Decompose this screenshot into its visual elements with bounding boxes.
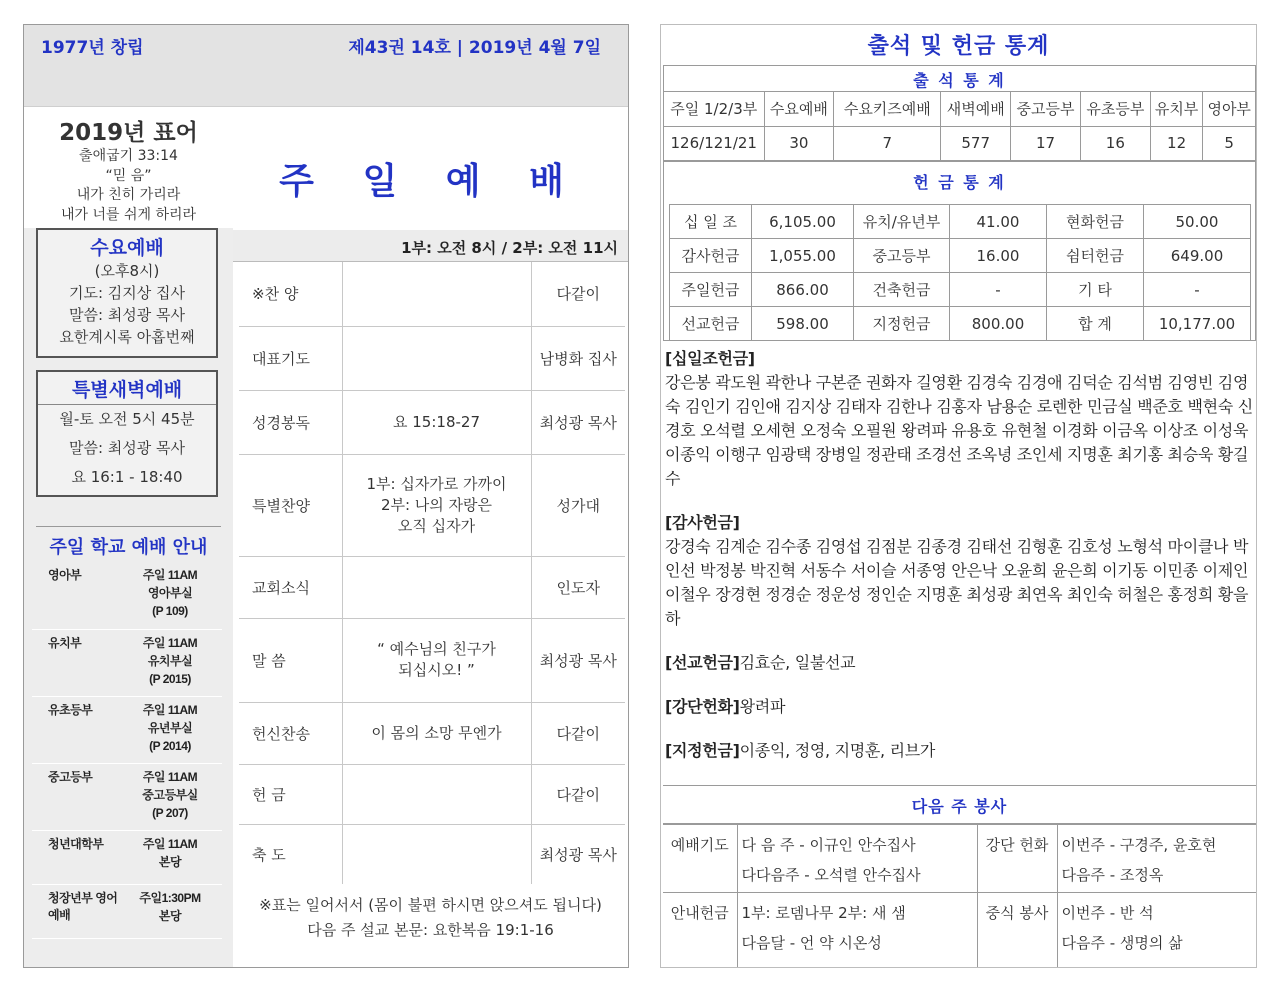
table-row <box>32 696 222 763</box>
order-table <box>239 262 625 884</box>
founded-year: 1977년 창립 <box>41 38 144 58</box>
offering-cell: 선교헌금 <box>670 307 752 341</box>
meal-next: 다음주 - 생명의 삶 <box>1061 934 1183 952</box>
table-row <box>239 824 625 884</box>
prayer-next: 다 음 주 - 이규인 안수집사 <box>741 836 916 854</box>
service-value <box>737 893 977 967</box>
wednesday-sermon: 말씀: 최성광 목사 <box>68 306 186 324</box>
order-person: 최성광 목사 <box>531 618 625 702</box>
offering-cell: 건축헌금 <box>854 273 950 307</box>
table-row <box>239 262 625 326</box>
dawn-sermon: 말씀: 최성광 목사 <box>68 439 186 457</box>
wednesday-service-box <box>36 228 218 358</box>
order-content: 요 15:18-27 <box>342 390 531 454</box>
table-row <box>32 562 222 629</box>
offering-cell: 중고등부 <box>854 239 950 273</box>
usher-this: 1부: 로뎀나무 2부: 새 샘 <box>741 904 906 922</box>
wednesday-prayer: 기도: 김지상 집사 <box>68 284 186 302</box>
table-row <box>670 273 1251 307</box>
offering-cell: 598.00 <box>752 307 854 341</box>
order-item: 특별찬양 <box>239 454 342 556</box>
header-band <box>24 25 628 107</box>
order-item: 축 도 <box>239 824 342 884</box>
prayer-after: 다다음주 - 오석렬 안수집사 <box>741 866 921 884</box>
service-times: 1부: 오전 8시 / 2부: 오전 11시 <box>401 239 618 257</box>
dept-name: 청장년부 영어예배 <box>32 884 118 938</box>
offering-cell: 기 타 <box>1047 273 1144 307</box>
order-content <box>342 556 531 618</box>
attendance-header: 영아부 <box>1203 92 1255 126</box>
attendance-header: 유초등부 <box>1080 92 1150 126</box>
motto-title: 2019년 표어 <box>59 120 198 146</box>
order-item: 성경봉독 <box>239 390 342 454</box>
motto-box <box>24 108 233 228</box>
order-item: 말 씀 <box>239 618 342 702</box>
attendance-table <box>664 92 1255 160</box>
offering-cell: 유치/유년부 <box>854 205 950 239</box>
thanks-names: 강경숙 김계순 김수종 김영섭 김점분 김종경 김태선 김형훈 김호성 노형석 마이클나 박인선 박정봉 박진혁 서동수 서이슬 서종영 안은낙 오윤희 윤은희 이기동 이민종 이제인 이철우 장경현 정경순 정운성 정인순 지명훈 최성광 최연옥 최인숙 허철은 홍정희 황을하 <box>665 537 1249 628</box>
pulpit-label: [강단헌화] <box>665 697 740 716</box>
attendance-header: 수요예배 <box>764 92 834 126</box>
order-of-worship <box>239 262 625 884</box>
service-times-band <box>233 230 628 262</box>
table-row <box>670 307 1251 341</box>
attendance-value: 16 <box>1080 126 1150 160</box>
next-week-text: 다음 주 설교 본문: 요한복음 19:1-16 <box>307 921 554 939</box>
attendance-value: 5 <box>1203 126 1255 160</box>
offering-cell: 십 일 조 <box>670 205 752 239</box>
tithe-names: 강은봉 곽도원 곽한나 구본준 권화자 길영환 김경숙 김경애 김덕순 김석범 김영빈 김영숙 김인기 김인애 김지상 김태자 김한나 김홍자 남용순 로렌한 민금실 백준호 백현숙 신경호 오석렬 오세현 오정숙 오필원 왕려파 유용호 유현철 이경화 이금옥 이상조 이성욱 이종익 이행구 임광택 장병일 정관태 조경선 조옥녕 조인세 지명훈 최기홍 최승욱 황길수 <box>665 373 1253 488</box>
flower-next: 다음주 - 조정옥 <box>1061 866 1164 884</box>
offering-cell: 합 계 <box>1047 307 1144 341</box>
table-row <box>32 629 222 696</box>
offering-section <box>663 161 1256 341</box>
offering-cell: 866.00 <box>752 273 854 307</box>
offering-cell: 50.00 <box>1144 205 1251 239</box>
table-row <box>663 893 1256 967</box>
order-content <box>342 326 531 390</box>
order-item: 교회소식 <box>239 556 342 618</box>
issue-info: 제43권 14호 | 2019년 4월 7일 <box>348 38 601 58</box>
service-value <box>1057 893 1256 967</box>
sunday-school-table <box>32 562 222 939</box>
order-item: 헌 금 <box>239 764 342 824</box>
wednesday-time: (오후8시) <box>94 262 160 280</box>
dept-schedule: 주일 11AM 중고등부실 (P 207) <box>118 763 222 830</box>
dawn-service-box <box>36 370 218 497</box>
table-row <box>664 126 1255 160</box>
dept-schedule: 주일 11AM 영아부실 (P 109) <box>118 562 222 629</box>
attendance-header: 새벽예배 <box>941 92 1011 126</box>
offering-cell: 현화헌금 <box>1047 205 1144 239</box>
order-person: 최성광 목사 <box>531 390 625 454</box>
dawn-text: 요 16:1 - 18:40 <box>71 468 183 486</box>
order-person: 다같이 <box>531 764 625 824</box>
attendance-title: 출 석 통 계 <box>664 66 1255 92</box>
table-row <box>239 326 625 390</box>
service-value <box>737 825 977 893</box>
offering-title: 헌 금 통 계 <box>913 173 1006 192</box>
table-row <box>239 764 625 824</box>
offering-cell: 800.00 <box>950 307 1047 341</box>
worship-footnote <box>233 893 628 943</box>
dept-schedule: 주일 11AM 유년부실 (P 2014) <box>118 696 222 763</box>
dawn-time: 월-토 오전 5시 45분 <box>59 410 195 428</box>
mission-names: 김효순, 일불선교 <box>739 653 856 672</box>
mission-label: [선교헌금] <box>665 653 740 672</box>
attendance-value: 577 <box>941 126 1011 160</box>
order-content: 1부: 십자가로 가까이 2부: 나의 자랑은 오직 십자가 <box>342 454 531 556</box>
offering-cell: 16.00 <box>950 239 1047 273</box>
dept-name: 청년대학부 <box>32 830 118 884</box>
bulletin-front-page <box>23 24 629 968</box>
attendance-header: 유치부 <box>1150 92 1203 126</box>
attendance-value: 126/121/21 <box>664 126 764 160</box>
wednesday-text: 요한계시록 아홉번째 <box>59 328 195 346</box>
motto-word: “믿 음” <box>105 167 152 184</box>
dept-schedule: 주일 11AM 본당 <box>118 830 222 884</box>
order-person: 최성광 목사 <box>539 845 617 864</box>
service-title: 다음 주 봉사 <box>663 786 1256 824</box>
service-label: 중식 봉사 <box>977 893 1057 967</box>
offering-cell: 주일헌금 <box>670 273 752 307</box>
table-row <box>239 390 625 454</box>
thanks-label: [감사헌금] <box>665 513 740 532</box>
table-row <box>670 205 1251 239</box>
table-row <box>670 239 1251 273</box>
service-label: 안내헌금 <box>663 893 737 967</box>
attendance-value: 30 <box>764 126 834 160</box>
motto-line-2: 내가 너를 쉬게 하리라 <box>60 206 197 223</box>
dept-name: 중고등부 <box>32 763 118 830</box>
offering-cell: - <box>1144 273 1251 307</box>
table-row <box>32 830 222 884</box>
order-person: 성가대 <box>531 454 625 556</box>
order-content: 이 몸의 소망 무엔가 <box>342 702 531 764</box>
pulpit-donors <box>665 695 1253 719</box>
dept-name: 유초등부 <box>32 696 118 763</box>
offering-cell: 지정헌금 <box>854 307 950 341</box>
offering-table <box>669 204 1251 341</box>
order-content: “ 예수님의 친구가 되십시오! ” <box>342 618 531 702</box>
attendance-header: 중고등부 <box>1011 92 1081 126</box>
table-row <box>239 556 625 618</box>
table-row <box>239 702 625 764</box>
designated-donors <box>665 739 1253 763</box>
offering-cell: 6,105.00 <box>752 205 854 239</box>
stats-title: 출석 및 헌금 통계 <box>867 34 1050 59</box>
service-label: 예배기도 <box>663 825 737 893</box>
offering-cell: 649.00 <box>1144 239 1251 273</box>
wednesday-title: 수요예배 <box>90 237 164 259</box>
designated-label: [지정헌금] <box>665 741 740 760</box>
service-label: 강단 헌화 <box>977 825 1057 893</box>
service-table <box>663 824 1256 967</box>
attendance-value: 12 <box>1150 126 1203 160</box>
sidebar <box>24 108 233 967</box>
table-row <box>32 884 222 938</box>
attendance-value: 17 <box>1011 126 1081 160</box>
table-row <box>663 825 1256 893</box>
next-week-service <box>663 785 1256 967</box>
offering-cell: 감사헌금 <box>670 239 752 273</box>
service-value <box>1057 825 1256 893</box>
table-row <box>239 618 625 702</box>
order-person: 남병화 집사 <box>531 326 625 390</box>
offering-cell: - <box>950 273 1047 307</box>
motto-reference: 출애굽기 33:14 <box>79 148 178 164</box>
motto-line-1: 내가 친히 가리라 <box>76 187 181 203</box>
dept-schedule: 주일 11AM 유치부실 (P 2015) <box>118 629 222 696</box>
attendance-header: 수요키즈예배 <box>834 92 941 126</box>
designated-names: 이종익, 정영, 지명훈, 리브가 <box>739 741 936 760</box>
order-content <box>342 764 531 824</box>
order-content <box>342 824 531 884</box>
attendance-value: 7 <box>834 126 941 160</box>
order-person: 다같이 <box>531 702 625 764</box>
worship-title: 주 일 예 배 <box>279 161 582 202</box>
meal-this: 이번주 - 반 석 <box>1061 904 1154 922</box>
offering-cell: 41.00 <box>950 205 1047 239</box>
attendance-section <box>663 65 1256 161</box>
dept-name: 영아부 <box>32 562 118 629</box>
table-row <box>32 763 222 830</box>
donor-lists <box>665 347 1253 783</box>
order-person: 인도자 <box>531 556 625 618</box>
usher-next: 다음달 - 언 약 시온성 <box>741 934 882 952</box>
thanks-donors <box>665 511 1253 631</box>
order-item: 대표기도 <box>239 326 342 390</box>
offering-cell: 쉼터헌금 <box>1047 239 1144 273</box>
order-item: ※찬 양 <box>239 262 342 326</box>
order-item: 헌신찬송 <box>239 702 342 764</box>
dawn-title: 특별새벽예배 <box>38 372 216 405</box>
dept-schedule: 주일1:30PM 본당 <box>118 884 222 938</box>
sunday-school-title: 주일 학교 예배 안내 <box>36 526 221 559</box>
order-content <box>342 262 531 326</box>
mission-donors <box>665 651 1253 675</box>
attendance-header: 주일 1/2/3부 <box>664 92 764 126</box>
offering-cell: 1,055.00 <box>752 239 854 273</box>
order-person: 다같이 <box>531 262 625 326</box>
dept-name: 유치부 <box>32 629 118 696</box>
tithe-donors <box>665 347 1253 491</box>
pulpit-names: 왕려파 <box>739 697 786 716</box>
offering-cell: 10,177.00 <box>1144 307 1251 341</box>
standing-note: ※표는 일어서서 (몸이 불편 하시면 앉으셔도 됩니다) <box>259 896 602 914</box>
worship-main <box>233 108 628 967</box>
table-row <box>239 454 625 556</box>
bulletin-stats-page <box>660 24 1257 968</box>
table-row <box>664 92 1255 126</box>
flower-this: 이번주 - 구경주, 윤호현 <box>1061 836 1217 854</box>
tithe-label: [십일조헌금] <box>665 349 755 368</box>
